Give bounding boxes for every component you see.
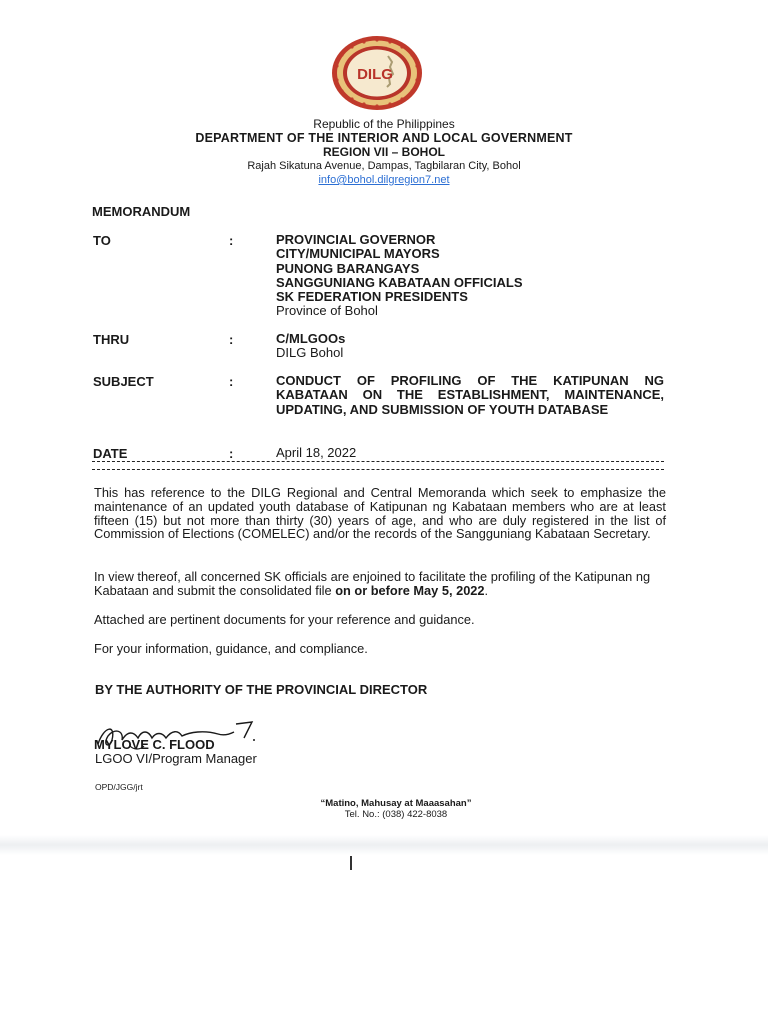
paragraph-2-text: In view thereof, all concerned SK officials are enjoined to facilitate the profiling of the Katipunan ng Kabataan and submit the consolidated file [94, 569, 651, 598]
authority-line: BY THE AUTHORITY OF THE PROVINCIAL DIRECTOR [95, 682, 428, 697]
recipient-province: Province of Bohol [276, 303, 378, 319]
office-address: Rajah Sikatuna Avenue, Dampas, Tagbilaran City, Bohol [247, 160, 521, 172]
letterhead [0, 117, 768, 187]
to-recipients [276, 233, 666, 319]
date-colon: : [229, 446, 234, 461]
scan-shadow [0, 835, 768, 855]
thru-colon: : [229, 332, 234, 347]
footer-motto: “Matino, Mahusay at Maaasahan” [320, 798, 472, 809]
to-colon: : [229, 233, 234, 248]
reference-initials: OPD/JGG/jrt [95, 782, 143, 792]
recipient-line: SK FEDERATION PRESIDENTS [276, 289, 468, 305]
body-paragraph-1: This has reference to the DILG Regional and Central Memoranda which seek to emphasize the maintenance of an updated youth database of Katipunan ng Kabataan members who are at least fifteen (15) but not more than thirty (30) years of age, and who are duly registered in the list of Commission of Elections (COMELEC) and/or the records of the Sangguniang Kabataan Secretary. [94, 485, 666, 542]
signer-title: LGOO VI/Program Manager [95, 751, 257, 766]
paragraph-2-end: . [484, 582, 489, 598]
body-paragraph-2 [94, 570, 666, 598]
thru-office: DILG Bohol [276, 345, 344, 361]
svg-text:DILG: DILG [357, 66, 393, 83]
deadline-text: on or before May 5, 2022 [335, 582, 485, 598]
memorandum-title: MEMORANDUM [92, 204, 191, 219]
date-label: DATE [93, 446, 128, 461]
recipient-line: CITY/MUNICIPAL MAYORS [276, 246, 440, 262]
date-value: April 18, 2022 [276, 445, 357, 460]
signer-name: MYLOVE C. FLOOD [94, 737, 215, 752]
email-link[interactable]: info@bohol.dilgregion7.net [318, 174, 450, 186]
region-line: REGION VII – BOHOL [322, 145, 445, 159]
scan-mark [350, 856, 352, 870]
footer-telephone: Tel. No.: (038) 422-8038 [344, 809, 448, 820]
recipient-line: PUNONG BARANGAYS [276, 260, 420, 276]
thru-line: C/MLGOOs [276, 331, 346, 346]
body-paragraph-3: Attached are pertinent documents for your reference and guidance. [94, 612, 475, 627]
recipient-line: SANGGUNIANG KABATAAN OFFICIALS [276, 274, 523, 290]
footer [0, 798, 768, 820]
department-name: DEPARTMENT OF THE INTERIOR AND LOCAL GOVERNMENT [195, 131, 573, 145]
subject-colon: : [229, 374, 234, 389]
recipient-line: PROVINCIAL GOVERNOR [276, 232, 436, 247]
dilg-seal-logo [330, 34, 424, 112]
to-label: TO [93, 233, 111, 248]
double-dashed-divider [92, 461, 664, 470]
thru-label: THRU [93, 332, 130, 347]
thru-recipients [276, 332, 666, 361]
subject-text: CONDUCT OF PROFILING OF THE KATIPUNAN NG KABATAAN ON THE ESTABLISHMENT, MAINTENANCE, UPDATING, AND SUBMISSION OF YOUTH DATABASE [276, 373, 664, 417]
subject-label: SUBJECT [93, 374, 154, 389]
republic-line: Republic of the Philippines [313, 117, 455, 131]
body-paragraph-4: For your information, guidance, and compliance. [94, 641, 368, 656]
